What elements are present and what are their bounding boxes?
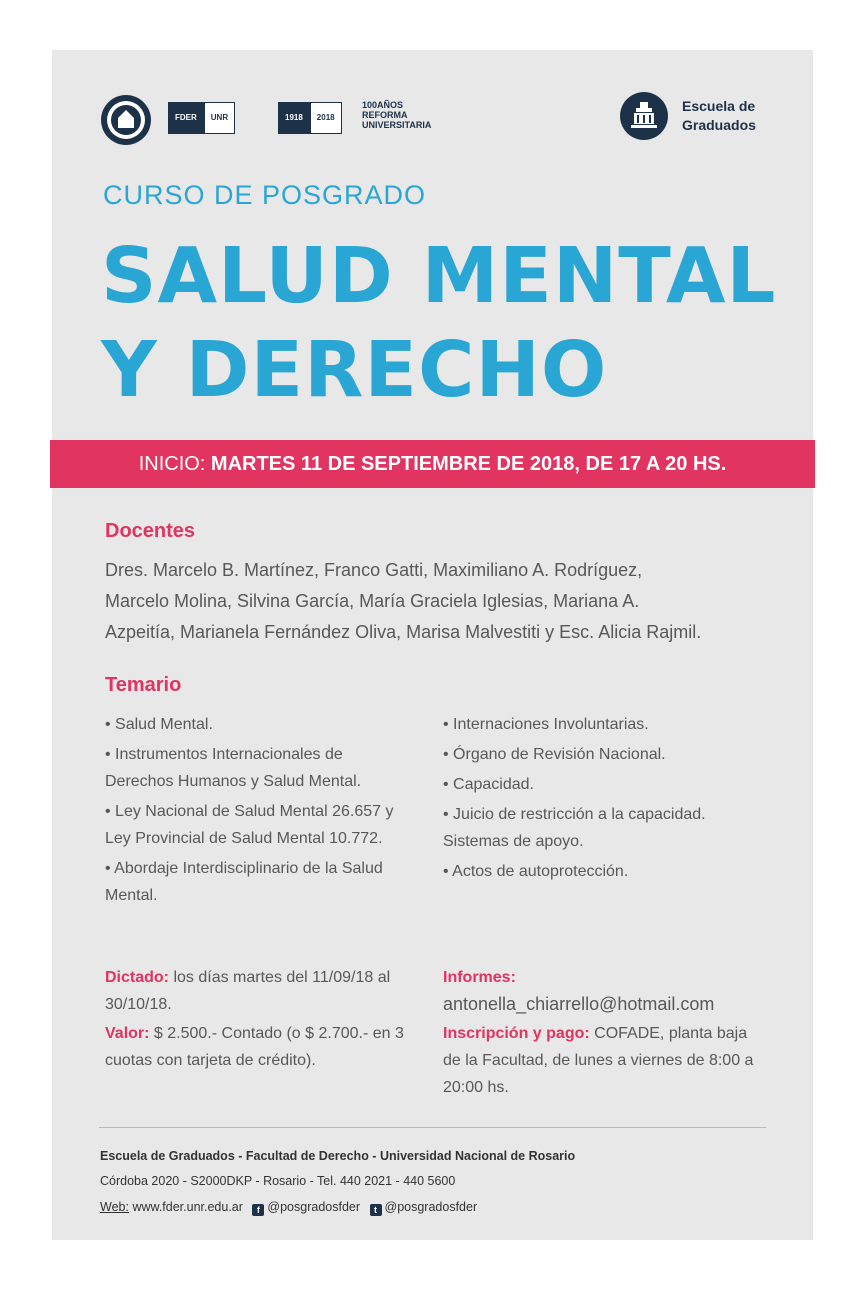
temario-item: • Ley Nacional de Salud Mental 26.657 y Ley Provincial de Salud Mental 10.772. <box>105 803 394 847</box>
unr-seal-icon <box>100 94 152 146</box>
temario-item: • Órgano de Revisión Nacional. <box>443 746 666 763</box>
dictado-info <box>105 964 425 1018</box>
footer-institution: Escuela de Graduados - Facultad de Derecho - Universidad Nacional de Rosario <box>100 1149 576 1163</box>
inscripcion-label: Inscripción y pago: <box>443 1025 590 1042</box>
informes-email[interactable]: antonella_chiarrello@hotmail.com <box>443 994 715 1014</box>
building-icon <box>620 92 668 140</box>
escuela-line1: Escuela de <box>682 98 756 114</box>
temario-item: • Salud Mental. <box>105 716 213 733</box>
temario-item: • Actos de autoprotección. <box>443 863 629 880</box>
title-line1: SALUD MENTAL <box>101 232 777 321</box>
facebook-icon: f <box>252 1204 264 1216</box>
logo-row <box>52 50 813 160</box>
footer-address: Córdoba 2020 - S2000DKP - Rosario - Tel. 440 2021 - 440 5600 <box>100 1174 456 1188</box>
temario-item: • Juicio de restricción a la capacidad. Sistemas de apoyo. <box>443 806 706 850</box>
temario-heading: Temario <box>105 674 182 696</box>
fder-unr-logo <box>168 102 235 134</box>
temario-left-column <box>105 711 395 912</box>
temario-item: • Internaciones Involuntarias. <box>443 716 649 733</box>
course-details-right <box>443 964 763 1103</box>
inscripcion-info <box>443 1020 763 1101</box>
course-details-left <box>105 964 425 1076</box>
banner-label: INICIO: <box>138 453 206 475</box>
temario-item: • Capacidad. <box>443 776 534 793</box>
poster <box>52 50 813 1240</box>
course-kicker: CURSO DE POSGRADO <box>103 180 427 210</box>
twitter-handle[interactable]: @posgradosfder <box>384 1200 478 1214</box>
reforma-line3: UNIVERSITARIA <box>362 120 432 130</box>
inscripcion-value: COFADE, planta baja de la Facultad, de lunes a viernes de 8:00 a 20:00 hs. <box>443 1025 754 1096</box>
web-label: Web: <box>100 1200 129 1214</box>
docentes-list <box>105 555 785 648</box>
footer-contacts <box>100 1200 477 1216</box>
year-end: 2018 <box>310 102 342 134</box>
reforma-line2: REFORMA <box>362 110 408 120</box>
facebook-handle[interactable]: @posgradosfder <box>267 1200 361 1214</box>
docentes-heading: Docentes <box>105 520 196 542</box>
reforma-line1: 100AÑOS <box>362 100 404 110</box>
start-date-banner <box>50 440 815 488</box>
dictado-label: Dictado: <box>105 969 169 986</box>
reforma-logo-text <box>362 100 431 130</box>
title-line2: Y DERECHO <box>101 326 608 415</box>
twitter-icon: t <box>370 1204 382 1216</box>
informes-label: Informes: <box>443 969 516 986</box>
docentes-line: Marcelo Molina, Silvina García, María Graciela Iglesias, Mariana A. <box>105 591 640 611</box>
escuela-line2: Graduados <box>682 117 756 133</box>
banner-value: MARTES 11 DE SEPTIEMBRE DE 2018, DE 17 A 20 HS. <box>210 453 727 475</box>
valor-info <box>105 1020 425 1074</box>
year-start: 1918 <box>278 102 310 134</box>
docentes-line: Dres. Marcelo B. Martínez, Franco Gatti, Maximiliano A. Rodríguez, <box>105 560 643 580</box>
course-title <box>101 230 777 418</box>
unr-label: UNR <box>204 102 235 134</box>
web-link[interactable]: www.fder.unr.edu.ar <box>132 1200 243 1214</box>
escuela-graduados-logo <box>620 92 756 140</box>
temario-item: • Abordaje Interdisciplinario de la Salud Mental. <box>105 860 383 904</box>
dictado-value: los días martes del 11/09/18 al 30/10/18. <box>105 969 391 1013</box>
footer-divider <box>99 1127 766 1128</box>
valor-value: $ 2.500.- Contado (o $ 2.700.- en 3 cuotas con tarjeta de crédito). <box>105 1025 404 1069</box>
temario-right-column <box>443 711 763 888</box>
docentes-line: Azpeitía, Marianela Fernández Oliva, Marisa Malvestiti y Esc. Alicia Rajmil. <box>105 622 702 642</box>
valor-label: Valor: <box>105 1025 150 1042</box>
temario-item: • Instrumentos Internacionales de Derechos Humanos y Salud Mental. <box>105 746 362 790</box>
centenary-years-logo <box>278 102 342 134</box>
fder-label: FDER <box>168 102 204 134</box>
